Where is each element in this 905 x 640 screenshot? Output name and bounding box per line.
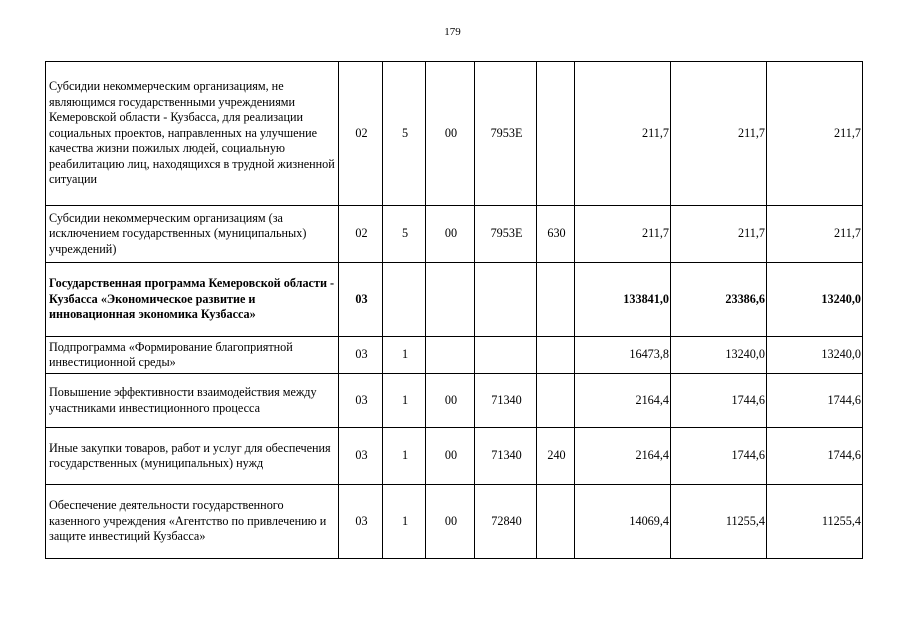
amount-year-2-cell: 1744,6 [671, 428, 767, 485]
amount-year-2-cell: 23386,6 [671, 263, 767, 337]
amount-year-2-cell: 1744,6 [671, 374, 767, 428]
table-row [46, 374, 863, 428]
row-name-cell: Повышение эффективности взаимодействия между участниками инвестиционного процесса [46, 374, 339, 428]
direction-code-cell: 71340 [475, 374, 537, 428]
row-name-cell: Подпрограмма «Формирование благоприятной инвестиционной среды» [46, 337, 339, 374]
subprogram-code-cell [383, 263, 426, 337]
amount-year-1-cell: 16473,8 [575, 337, 671, 374]
program-code-cell: 02 [339, 206, 383, 263]
direction-code-cell: 7953E [475, 62, 537, 206]
main-activity-code-cell: 00 [426, 374, 475, 428]
program-code-cell: 03 [339, 428, 383, 485]
amount-year-1-cell: 14069,4 [575, 485, 671, 559]
table-row [46, 485, 863, 559]
amount-year-1-cell: 211,7 [575, 206, 671, 263]
subprogram-code-cell: 5 [383, 206, 426, 263]
amount-year-1-cell: 2164,4 [575, 428, 671, 485]
expense-type-code-cell: 630 [537, 206, 575, 263]
amount-year-1-cell: 211,7 [575, 62, 671, 206]
budget-table [45, 61, 863, 559]
main-activity-code-cell [426, 337, 475, 374]
subprogram-code-cell: 1 [383, 337, 426, 374]
main-activity-code-cell: 00 [426, 485, 475, 559]
subprogram-code-cell: 1 [383, 428, 426, 485]
expense-type-code-cell: 240 [537, 428, 575, 485]
main-activity-code-cell: 00 [426, 428, 475, 485]
program-code-cell: 03 [339, 337, 383, 374]
expense-type-code-cell [537, 374, 575, 428]
amount-year-1-cell: 2164,4 [575, 374, 671, 428]
direction-code-cell [475, 263, 537, 337]
amount-year-3-cell: 13240,0 [767, 337, 863, 374]
amount-year-3-cell: 211,7 [767, 62, 863, 206]
subprogram-code-cell: 5 [383, 62, 426, 206]
table-row [46, 337, 863, 374]
row-name-cell: Иные закупки товаров, работ и услуг для обеспечения государственных (муниципальных) нужд [46, 428, 339, 485]
main-activity-code-cell: 00 [426, 62, 475, 206]
table-row [46, 263, 863, 337]
amount-year-1-cell: 133841,0 [575, 263, 671, 337]
amount-year-2-cell: 11255,4 [671, 485, 767, 559]
row-name-cell: Государственная программа Кемеровской области - Кузбасса «Экономическое развитие и инновационная экономика Кузбасса» [46, 263, 339, 337]
direction-code-cell: 72840 [475, 485, 537, 559]
amount-year-3-cell: 1744,6 [767, 428, 863, 485]
amount-year-2-cell: 13240,0 [671, 337, 767, 374]
amount-year-2-cell: 211,7 [671, 62, 767, 206]
expense-type-code-cell [537, 263, 575, 337]
table-row [46, 428, 863, 485]
amount-year-2-cell: 211,7 [671, 206, 767, 263]
subprogram-code-cell: 1 [383, 485, 426, 559]
page-number: 179 [444, 26, 461, 38]
expense-type-code-cell [537, 485, 575, 559]
direction-code-cell: 71340 [475, 428, 537, 485]
amount-year-3-cell: 11255,4 [767, 485, 863, 559]
expense-type-code-cell [537, 337, 575, 374]
amount-year-3-cell: 13240,0 [767, 263, 863, 337]
row-name-cell: Субсидии некоммерческим организациям, не являющимся государственными учреждениями Кемеровской области - Кузбасса, для реализации социальных проектов, направленных на улучшение качества жизни пожилых людей, социальную реабилитацию лиц, находящихся в трудной жизненной ситуации [46, 62, 339, 206]
direction-code-cell: 7953E [475, 206, 537, 263]
table-row [46, 62, 863, 206]
expense-type-code-cell [537, 62, 575, 206]
main-activity-code-cell: 00 [426, 206, 475, 263]
amount-year-3-cell: 211,7 [767, 206, 863, 263]
row-name-cell: Обеспечение деятельности государственного казенного учреждения «Агентство по привлечению и защите инвестиций Кузбасса» [46, 485, 339, 559]
program-code-cell: 03 [339, 263, 383, 337]
row-name-cell: Субсидии некоммерческим организациям (за исключением государственных (муниципальных) учреждений) [46, 206, 339, 263]
subprogram-code-cell: 1 [383, 374, 426, 428]
direction-code-cell [475, 337, 537, 374]
program-code-cell: 03 [339, 374, 383, 428]
program-code-cell: 02 [339, 62, 383, 206]
main-activity-code-cell [426, 263, 475, 337]
amount-year-3-cell: 1744,6 [767, 374, 863, 428]
table-row [46, 206, 863, 263]
program-code-cell: 03 [339, 485, 383, 559]
